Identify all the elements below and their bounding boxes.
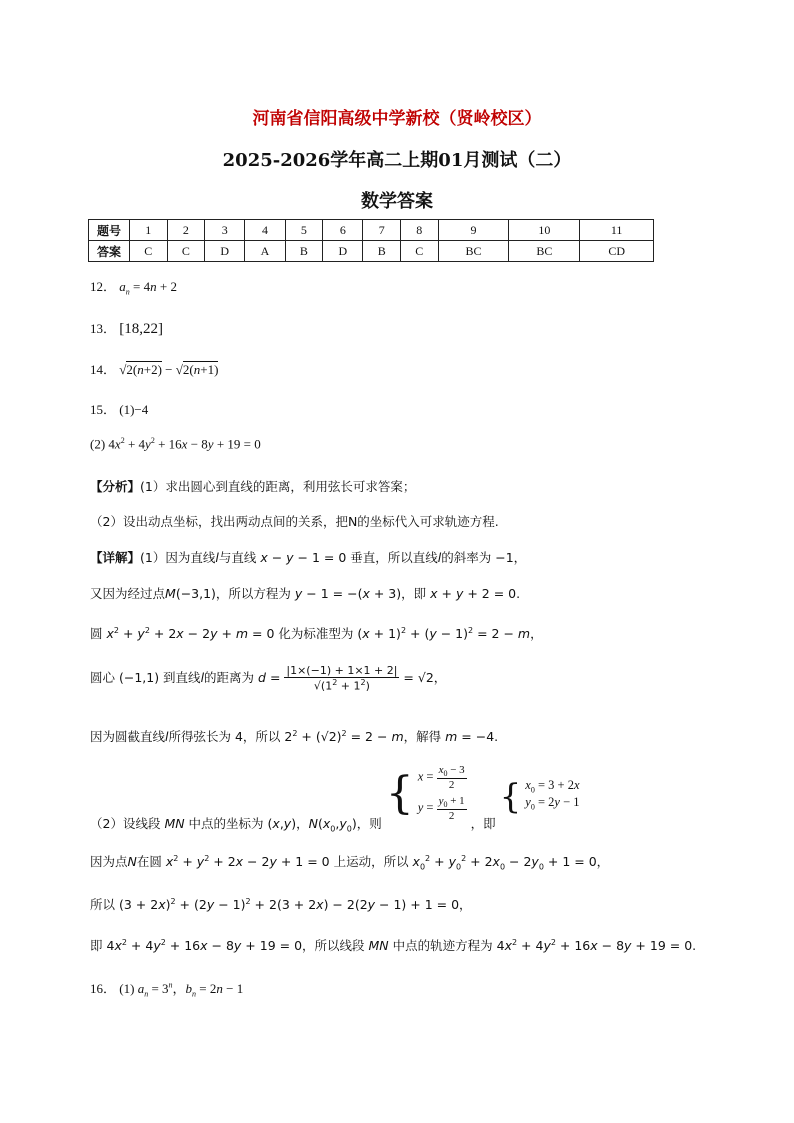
answer-cell: C <box>167 241 205 262</box>
answer-cell: D <box>323 241 363 262</box>
detail-label: 【详解】 <box>90 550 141 565</box>
question-number-cell: 10 <box>509 220 580 241</box>
table-row <box>89 220 654 241</box>
answer-15-part2: (2) $4x^2 + 4y^2 + 16x - 8y + 19 = 0$ <box>90 436 261 452</box>
formula: $a_n = 4n + 2$ <box>119 279 177 297</box>
exam-title: 2025-2026学年高二上期01月测试（二） <box>222 150 572 171</box>
answer-cell: B <box>363 241 401 262</box>
answer-cell: A <box>245 241 285 262</box>
answer-cell: B <box>285 241 323 262</box>
row-label-question-number: 题号 <box>89 220 130 241</box>
analysis-text: （2）设出动点坐标，找出两动点间的关系，把N的坐标代入可求轨迹方程. <box>90 514 499 529</box>
detail-line-2: 又因为经过点M(−3,1)，所以方程为 y − 1 = −(x + 3)，即 x + y + 2 = 0. <box>90 586 521 601</box>
school-name: 河南省信阳高级中学新校（贤岭校区） <box>252 109 542 129</box>
formula: (1)−4 <box>119 402 149 417</box>
document-subtitle: 数学答案 <box>361 191 433 212</box>
detail-line-6: （2）设线段 MN 中点的坐标为 (x,y)，$N(x_0,y_0)$，则 { x = $\frac{x_0 - 3}{2}$ y = $\frac{y_0 + 1}{2}$ ，即 { $x_0 = 3 + 2x$ $y_0 = 2y - 1$ <box>90 764 580 834</box>
answer-cell: C <box>401 241 439 262</box>
detail-line-3: 圆 $x^2 + y^2 + 2x - 2y + m = 0$ 化为标准型为 $(x + 1)^2 + (y - 1)^2 = 2 - m$， <box>90 625 543 641</box>
answer-cell: D <box>205 241 245 262</box>
question-number-cell: 3 <box>205 220 245 241</box>
formula: [18,22] <box>119 321 164 337</box>
answer-13 <box>90 318 163 338</box>
answer-cell: BC <box>438 241 509 262</box>
answer-15-part1 <box>90 399 148 418</box>
answer-12 <box>90 276 177 297</box>
answer-14 <box>90 359 218 378</box>
table-row <box>89 241 654 262</box>
analysis-line-2 <box>90 512 499 530</box>
question-number: 16． <box>90 981 117 996</box>
question-number: 13． <box>90 321 117 336</box>
detail-line-5: 因为圆截直线l所得弦长为 4，所以 $2^2 + (√2)^2 = 2 - m$，解得 m = −4. <box>90 728 499 744</box>
analysis-label: 【分析】 <box>90 479 141 494</box>
answer-table <box>88 219 654 262</box>
question-number-cell: 9 <box>438 220 509 241</box>
row-label-answer: 答案 <box>89 241 130 262</box>
question-number-cell: 8 <box>401 220 439 241</box>
question-number-cell: 1 <box>130 220 168 241</box>
formula: √2(n+2) − √2(n+1) <box>119 362 219 377</box>
answer-cell: C <box>130 241 168 262</box>
question-number-cell: 11 <box>580 220 654 241</box>
formula: (1) $a_n = 3^n$，$b_n = 2n - 1$ <box>119 980 244 999</box>
answer-cell: BC <box>509 241 580 262</box>
answer-cell: CD <box>580 241 654 262</box>
detail-line-4: 圆心 (−1,1) 到直线l的距离为 d = $\frac{|1\times(-1) + 1\times 1 + 2|}{√(1^2 + 1^2)}$ = √2， <box>90 664 447 693</box>
answer-16 <box>90 978 243 999</box>
detail-line-1: 【详解】(1）因为直线l与直线 x − y − 1 = 0 垂直，所以直线l的斜率为 −1， <box>90 550 527 565</box>
analysis-text: (1）求出圆心到直线的距离，利用弦长可求答案； <box>140 479 416 494</box>
analysis-line-1 <box>90 477 415 495</box>
question-number: 12． <box>90 279 117 294</box>
question-number: 14． <box>90 362 117 377</box>
question-number-cell: 7 <box>363 220 401 241</box>
detail-line-8: 所以 $(3 + 2x)^2 + (2y - 1)^2 + 2(3 + 2x) - 2(2y - 1) + 1 = 0$， <box>90 896 472 912</box>
detail-line-7: 因为点N在圆 $x^2 + y^2 + 2x - 2y + 1 = 0$ 上运动，所以 $x_0^2 + y_0^2 + 2x_0 - 2y_0 + 1 = 0$， <box>90 853 610 872</box>
question-number: 15． <box>90 402 117 417</box>
question-number-cell: 4 <box>245 220 285 241</box>
detail-line-9: 即 $4x^2 + 4y^2 + 16x - 8y + 19 = 0$，所以线段 MN 中点的轨迹方程为 $4x^2 + 4y^2 + 16x - 8y + 19 = 0$. <box>90 937 697 953</box>
question-number-cell: 2 <box>167 220 205 241</box>
question-number-cell: 5 <box>285 220 323 241</box>
question-number-cell: 6 <box>323 220 363 241</box>
